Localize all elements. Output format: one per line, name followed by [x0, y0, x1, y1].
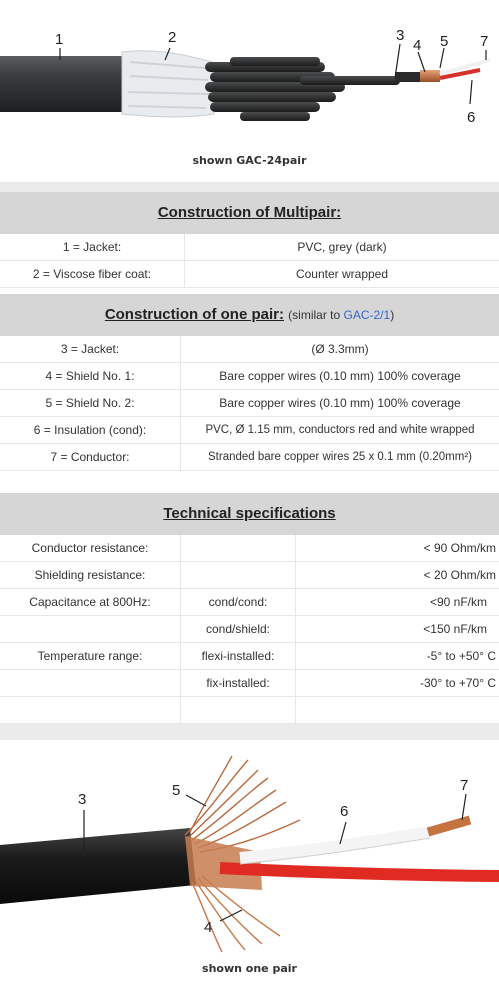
- multipair-cable-illustration: [0, 0, 499, 150]
- callout-2: 2: [168, 29, 177, 46]
- one-pair-note: (similar to GAC-2/1): [288, 308, 395, 322]
- table-row: [0, 670, 499, 697]
- row-label: Capacitance at 800Hz:: [0, 589, 181, 616]
- row-label: Temperature range:: [0, 643, 181, 670]
- row-value: -30° to +70° C: [296, 670, 499, 697]
- row-label: 5 = Shield No. 2:: [0, 390, 181, 417]
- callout-3: 3: [78, 791, 87, 808]
- row-value: PVC, grey (dark): [185, 234, 499, 261]
- row-value: Bare copper wires (0.10 mm) 100% coverage: [181, 363, 499, 390]
- row-value: [296, 697, 499, 724]
- callout-7: 7: [480, 33, 489, 50]
- spacer: [0, 182, 499, 192]
- callout-7: 7: [460, 777, 469, 794]
- row-label: 3 = Jacket:: [0, 336, 181, 363]
- bottom-figure-caption: shown one pair: [202, 962, 297, 975]
- shield-shape: [420, 70, 440, 82]
- white-conductor-shape: [240, 832, 430, 858]
- callout-1: 1: [55, 31, 64, 48]
- tech-header: [0, 493, 499, 535]
- one-pair-cable-illustration: [0, 740, 499, 960]
- pair-jacket-shape: [0, 828, 196, 904]
- multipair-header: [0, 192, 499, 234]
- table-row: [0, 336, 499, 363]
- wire-pairs-bundle: [205, 57, 400, 121]
- row-label: [0, 616, 181, 643]
- row-label: Shielding resistance:: [0, 562, 181, 589]
- table-row: [0, 234, 499, 261]
- table-row: [0, 697, 499, 724]
- row-label: 7 = Conductor:: [0, 444, 181, 471]
- gac-link[interactable]: GAC-2/1: [343, 308, 391, 322]
- conductor-strands-shape: [428, 820, 470, 832]
- row-condition: [181, 535, 296, 562]
- one-pair-title: Construction of one pair:: [104, 306, 284, 323]
- row-label: 1 = Jacket:: [0, 234, 185, 261]
- row-label: Conductor resistance:: [0, 535, 181, 562]
- spacer: [0, 471, 499, 493]
- table-row: [0, 444, 499, 471]
- one-pair-table: [0, 336, 499, 471]
- table-row: [0, 562, 499, 589]
- table-row: [0, 589, 499, 616]
- row-value: -5° to +50° C: [296, 643, 499, 670]
- row-value: Stranded bare copper wires 25 x 0.1 mm (0.20mm²): [181, 444, 499, 471]
- table-row: [0, 261, 499, 288]
- tech-table: [0, 535, 499, 724]
- row-value: Counter wrapped: [185, 261, 499, 288]
- table-row: [0, 535, 499, 562]
- row-condition: cond/shield:: [181, 616, 296, 643]
- one-pair-header: [0, 294, 499, 336]
- top-figure-caption: shown GAC-24pair: [192, 154, 307, 167]
- row-condition: flexi-installed:: [181, 643, 296, 670]
- row-label: 2 = Viscose fiber coat:: [0, 261, 185, 288]
- row-condition: cond/cond:: [181, 589, 296, 616]
- one-pair-figure: [0, 740, 499, 983]
- row-condition: fix-installed:: [181, 670, 296, 697]
- multipair-cable-figure: [0, 0, 499, 182]
- cable-jacket-shape: [0, 56, 140, 112]
- row-label: 6 = Insulation (cond):: [0, 417, 181, 444]
- row-label: 4 = Shield No. 1:: [0, 363, 181, 390]
- callout-5: 5: [172, 782, 181, 799]
- tech-title: Technical specifications: [163, 505, 336, 522]
- callout-5: 5: [440, 33, 449, 50]
- multipair-title: Construction of Multipair:: [157, 204, 342, 221]
- callout-4: 4: [204, 919, 213, 936]
- red-conductor-shape: [220, 868, 499, 876]
- table-row: [0, 363, 499, 390]
- row-value: < 20 Ohm/km: [296, 562, 499, 589]
- table-row: [0, 417, 499, 444]
- row-condition: [181, 697, 296, 724]
- row-value: Bare copper wires (0.10 mm) 100% coverage: [181, 390, 499, 417]
- row-label: [0, 697, 181, 724]
- row-value: PVC, Ø 1.15 mm, conductors red and white wrapped: [181, 417, 499, 444]
- row-label: [0, 670, 181, 697]
- row-condition: [181, 562, 296, 589]
- callout-3: 3: [396, 27, 405, 44]
- spacer: [0, 724, 499, 740]
- row-value: (Ø 3.3mm): [181, 336, 499, 363]
- callout-6: 6: [467, 109, 476, 126]
- table-row: [0, 643, 499, 670]
- row-value: < 90 Ohm/km: [296, 535, 499, 562]
- multipair-table: [0, 234, 499, 288]
- table-row: [0, 616, 499, 643]
- row-value: <90 nF/km: [296, 589, 499, 616]
- callout-4: 4: [413, 37, 422, 54]
- row-value: <150 nF/km: [296, 616, 499, 643]
- table-row: [0, 390, 499, 417]
- callout-6: 6: [340, 803, 349, 820]
